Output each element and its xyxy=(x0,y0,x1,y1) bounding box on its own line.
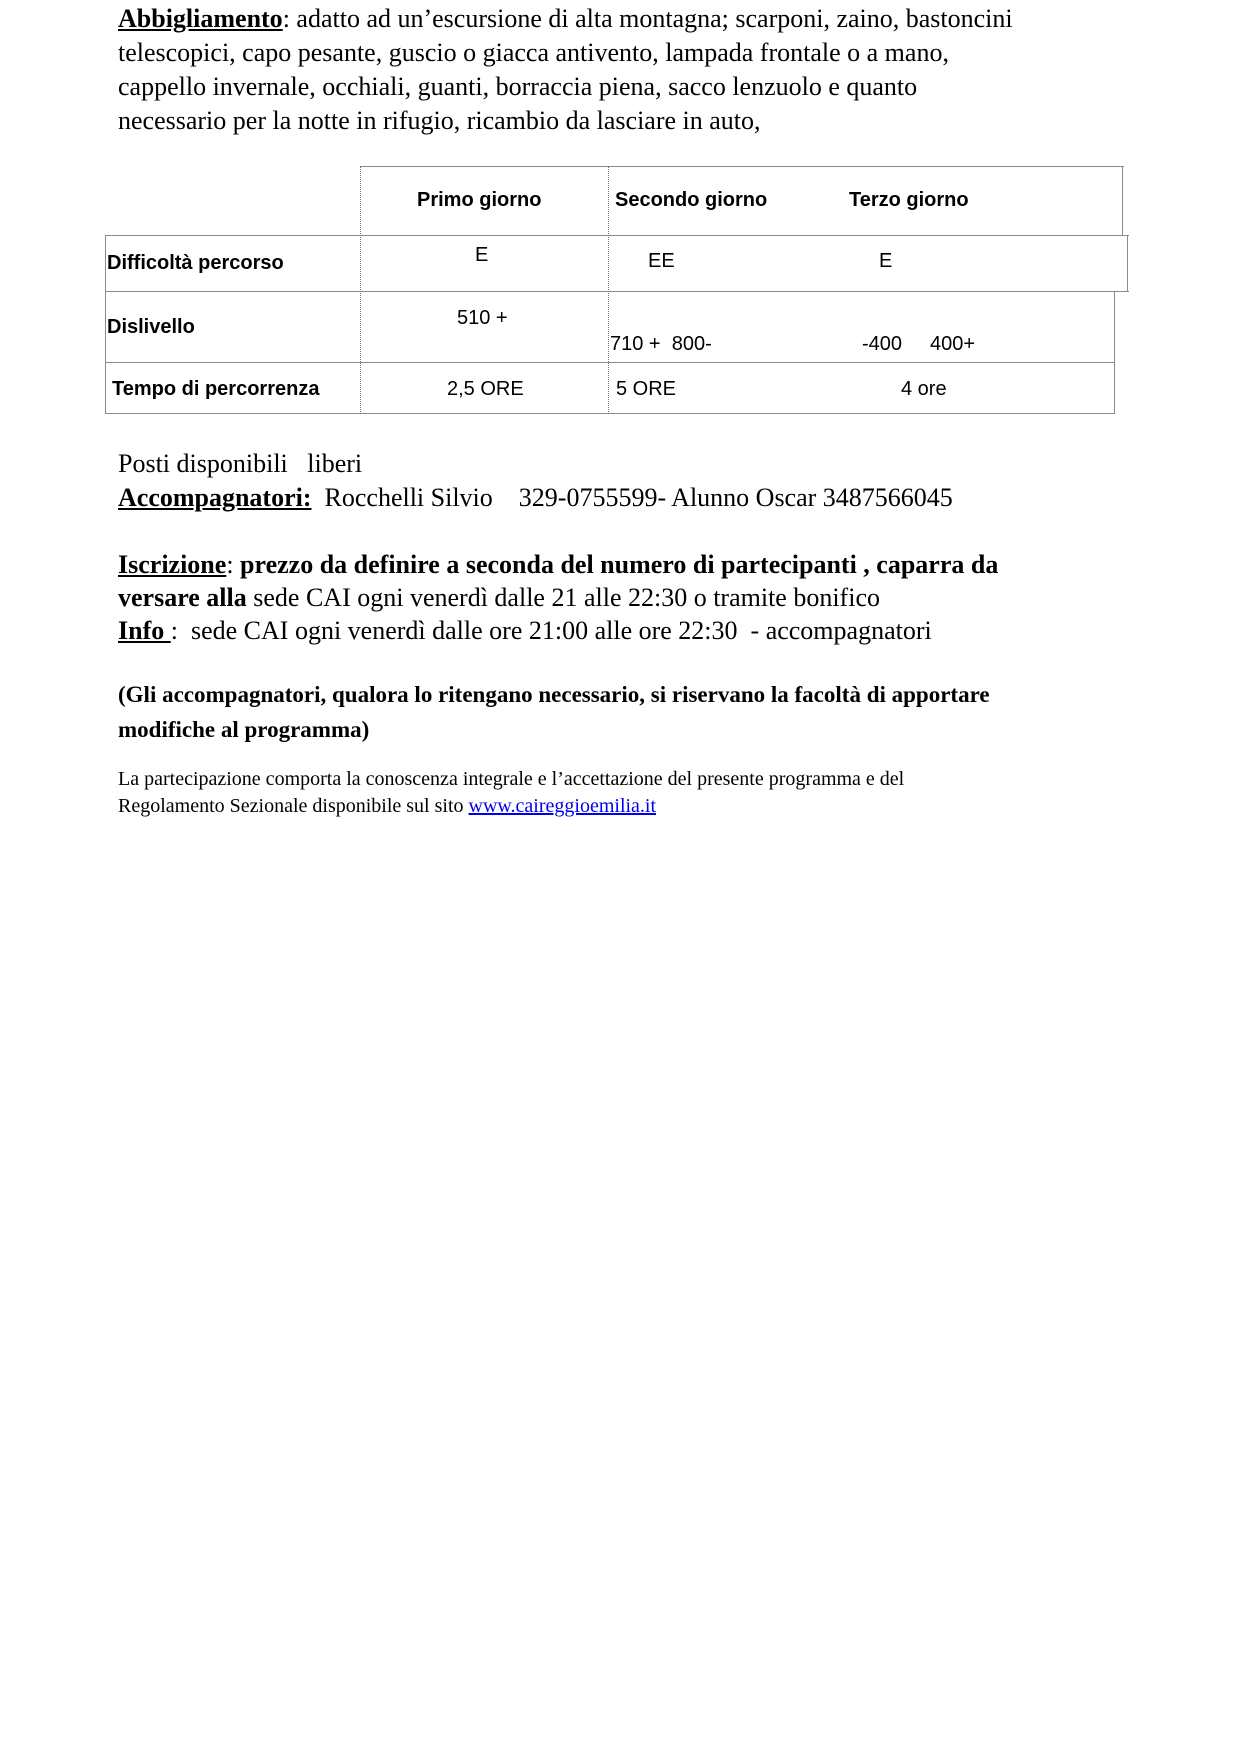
row-label-tempo: Tempo di percorrenza xyxy=(112,378,320,400)
table-border xyxy=(105,362,1115,363)
difficolta-primo: E xyxy=(475,244,489,266)
cai-website-link[interactable]: www.caireggioemilia.it xyxy=(468,795,657,817)
note-line-2: modifiche al programma) xyxy=(118,717,370,742)
table-border xyxy=(1114,291,1115,414)
iscrizione-line-1: Iscrizione: prezzo da definire a seconda del numero di partecipanti , caparra da xyxy=(118,550,999,579)
abbigliamento-line-1: Abbigliamento: adatto ad un’escursione di alta montagna; scarponi, zaino, bastoncini xyxy=(118,4,1013,33)
abbigliamento-label: Abbigliamento xyxy=(118,4,283,33)
iscrizione-bold-2: versare alla xyxy=(118,583,247,612)
accompagnatori xyxy=(118,481,953,515)
posti-value: liberi xyxy=(307,449,363,478)
info-value: : sede CAI ogni venerdì dalle ore 21:00 alle ore 22:30 - accompagnatori xyxy=(170,616,932,645)
tempo-secondo: 5 ORE xyxy=(616,378,677,400)
table-border xyxy=(105,413,1115,414)
note-line-1: (Gli accompagnatori, qualora lo ritengano necessario, si riservano la facoltà di apportare xyxy=(118,682,990,707)
abbigliamento-paragraph xyxy=(118,2,1138,138)
dislivello-secondo: 710 + 800- xyxy=(610,333,712,355)
abbigliamento-line-3: cappello invernale, occhiali, guanti, borraccia piena, sacco lenzuolo e quanto xyxy=(118,72,918,101)
difficolta-secondo: EE xyxy=(648,250,675,272)
posti-label: Posti disponibili xyxy=(118,449,288,478)
accompagnatori-label: Accompagnatori: xyxy=(118,483,312,512)
dislivello-terzo-salita: 400+ xyxy=(930,333,976,355)
table-border xyxy=(360,166,1124,167)
info-label: Info xyxy=(118,616,171,645)
table-border xyxy=(608,166,609,414)
footer-line-1: La partecipazione comporta la conoscenza integrale e l’accettazione del presente programma e del xyxy=(118,768,905,790)
footer-text: Regolamento Sezionale disponibile sul sito xyxy=(118,795,469,817)
iscrizione-rest: sede CAI ogni venerdì dalle 21 alle 22:30 o tramite bonifico xyxy=(246,583,880,612)
iscrizione-line-2 xyxy=(118,581,880,615)
row-label-dislivello: Dislivello xyxy=(107,316,195,338)
table-border xyxy=(105,291,1129,292)
info-line xyxy=(118,614,932,648)
table-border xyxy=(1127,235,1128,292)
table-border xyxy=(105,235,1129,236)
dislivello-terzo-discesa: -400 xyxy=(862,333,903,355)
posti-disponibili xyxy=(118,447,362,481)
dislivello-primo: 510 + xyxy=(457,307,508,329)
header-terzo-giorno: Terzo giorno xyxy=(849,189,969,211)
iscrizione-bold-1: prezzo da definire a seconda del numero di partecipanti , caparra da xyxy=(240,550,999,579)
abbigliamento-line-2: telescopici, capo pesante, guscio o giacca antivento, lampada frontale o a mano, xyxy=(118,38,949,67)
tempo-terzo: 4 ore xyxy=(901,378,947,400)
table-border xyxy=(360,166,361,414)
table-border xyxy=(1122,166,1123,236)
iscrizione-label: Iscrizione xyxy=(118,550,227,579)
accompagnatori-value: Rocchelli Silvio 329-0755599- Alunno Oscar 3487566045 xyxy=(324,483,953,512)
table-border xyxy=(105,235,106,414)
footer-line-2 xyxy=(118,793,656,820)
header-secondo-giorno: Secondo giorno xyxy=(615,189,768,211)
header-primo-giorno: Primo giorno xyxy=(417,189,542,211)
tempo-primo: 2,5 ORE xyxy=(447,378,524,400)
difficolta-terzo: E xyxy=(879,250,893,272)
row-label-difficolta: Difficoltà percorso xyxy=(107,252,284,274)
abbigliamento-line-4: necessario per la notte in rifugio, ricambio da lasciare in auto, xyxy=(118,106,761,135)
